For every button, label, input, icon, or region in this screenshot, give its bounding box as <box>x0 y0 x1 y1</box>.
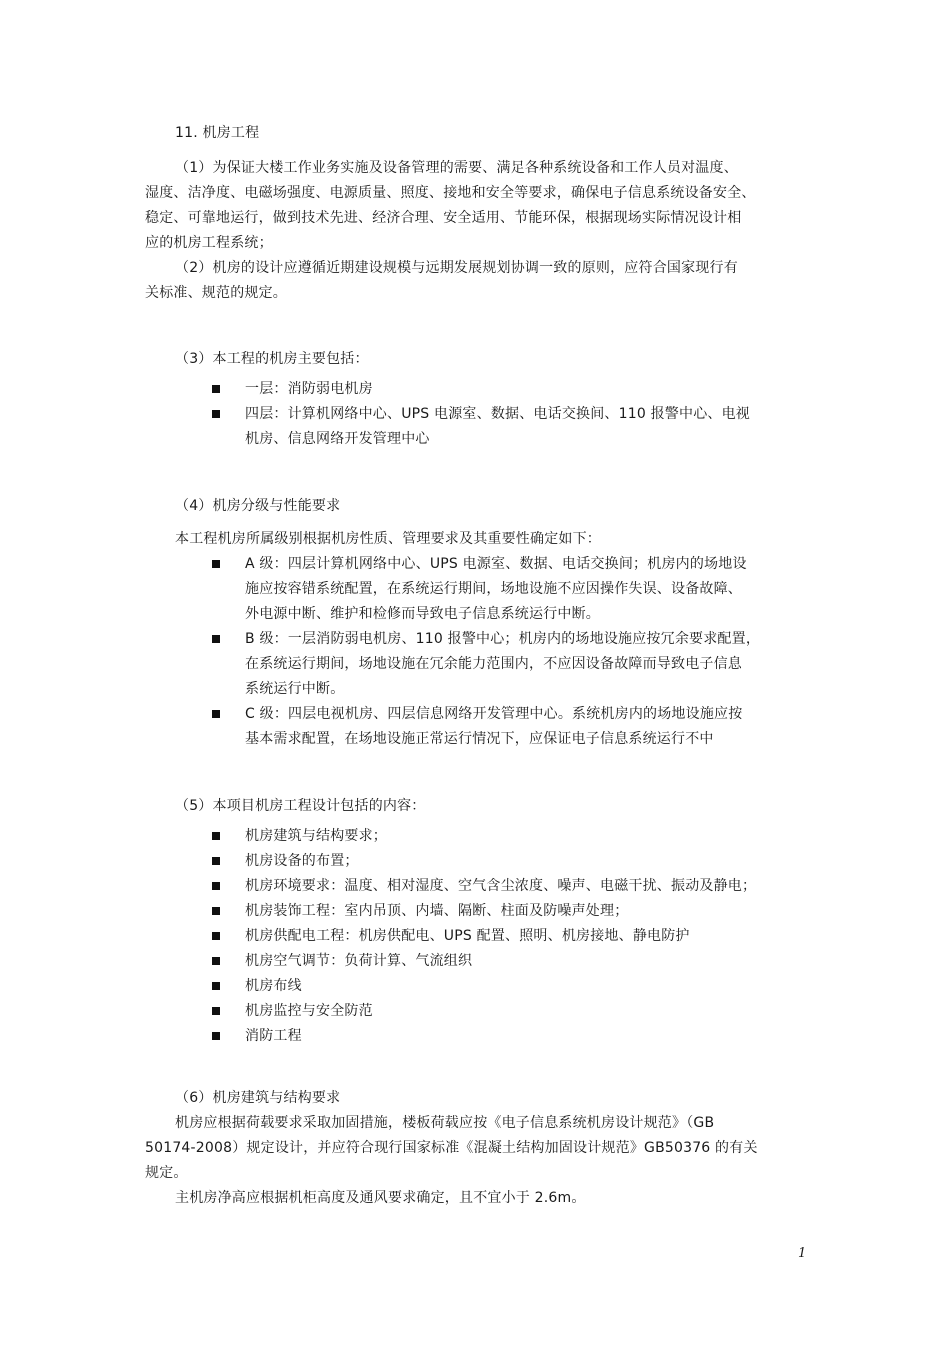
list-item: 机房设备的布置； <box>245 853 359 869</box>
list-item: 机房空气调节：负荷计算、气流组织 <box>245 953 473 969</box>
list-item: 四层：计算机网络中心、UPS 电源室、数据、电话交换间、110 报警中心、电视 <box>245 406 750 422</box>
bullet-square-icon <box>212 635 220 643</box>
bullet-square-icon <box>212 857 220 865</box>
paragraph-1-line: 湿度、洁净度、电磁场强度、电源质量、照度、接地和安全等要求，确保电子信息系统设备安全、 <box>145 185 756 201</box>
section-4-title: （4）机房分级与性能要求 <box>175 498 341 514</box>
paragraph-2-line: （2）机房的设计应遵循近期建设规模与远期发展规划协调一致的原则，应符合国家现行有 <box>175 260 738 276</box>
section-6-paragraph-line: 规定。 <box>145 1165 188 1181</box>
section-5-title: （5）本项目机房工程设计包括的内容： <box>175 798 426 814</box>
bullet-square-icon <box>212 957 220 965</box>
list-item: A 级：四层计算机网络中心、UPS 电源室、数据、电话交换间；机房内的场地设 <box>245 556 747 572</box>
bullet-square-icon <box>212 1007 220 1015</box>
list-item-continuation: 基本需求配置，在场地设施正常运行情况下，应保证电子信息系统运行不中 <box>245 731 714 747</box>
list-item-continuation: 外电源中断、维护和检修而导致电子信息系统运行中断。 <box>245 606 600 622</box>
paragraph-1-line: 应的机房工程系统； <box>145 235 273 251</box>
paragraph-2-line: 关标准、规范的规定。 <box>145 285 287 301</box>
list-item: C 级：四层电视机房、四层信息网络开发管理中心。系统机房内的场地设施应按 <box>245 706 743 722</box>
page-number: 1 <box>798 1246 807 1261</box>
bullet-square-icon <box>212 1032 220 1040</box>
bullet-square-icon <box>212 907 220 915</box>
list-item: 机房供配电工程：机房供配电、UPS 配置、照明、机房接地、静电防护 <box>245 928 690 944</box>
bullet-square-icon <box>212 410 220 418</box>
bullet-square-icon <box>212 832 220 840</box>
section-3-title: （3）本工程的机房主要包括： <box>175 351 369 367</box>
bullet-square-icon <box>212 560 220 568</box>
list-item-continuation: 机房、信息网络开发管理中心 <box>245 431 430 447</box>
section-6-title: （6）机房建筑与结构要求 <box>175 1090 341 1106</box>
section-heading: 11. 机房工程 <box>175 125 260 141</box>
list-item: 机房建筑与结构要求； <box>245 828 387 844</box>
list-item: 机房布线 <box>245 978 302 994</box>
list-item-continuation: 施应按容错系统配置，在系统运行期间，场地设施不应因操作失误、设备故障、 <box>245 581 742 597</box>
list-item: B 级：一层消防弱电机房、110 报警中心；机房内的场地设施应按冗余要求配置， <box>245 631 761 647</box>
bullet-square-icon <box>212 385 220 393</box>
list-item-continuation: 在系统运行期间，场地设施在冗余能力范围内，不应因设备故障而导致电子信息 <box>245 656 742 672</box>
bullet-square-icon <box>212 710 220 718</box>
bullet-square-icon <box>212 932 220 940</box>
list-item: 机房环境要求：温度、相对湿度、空气含尘浓度、噪声、电磁干扰、振动及静电； <box>245 878 757 894</box>
bullet-square-icon <box>212 982 220 990</box>
list-item: 机房监控与安全防范 <box>245 1003 373 1019</box>
bullet-square-icon <box>212 882 220 890</box>
list-item: 机房装饰工程：室内吊顶、内墙、隔断、柱面及防噪声处理； <box>245 903 629 919</box>
paragraph-1-line: （1）为保证大楼工作业务实施及设备管理的需要、满足各种系统设备和工作人员对温度、 <box>175 160 738 176</box>
paragraph-1-line: 稳定、可靠地运行，做到技术先进、经济合理、安全适用、节能环保，根据现场实际情况设计相 <box>145 210 742 226</box>
list-item: 消防工程 <box>245 1028 302 1044</box>
section-4-intro: 本工程机房所属级别根据机房性质、管理要求及其重要性确定如下： <box>175 531 601 547</box>
list-item-continuation: 系统运行中断。 <box>245 681 345 697</box>
list-item: 一层：消防弱电机房 <box>245 381 373 397</box>
section-6-paragraph-line: 50174-2008）规定设计，并应符合现行国家标准《混凝土结构加固设计规范》GB50376 的有关 <box>145 1140 758 1156</box>
section-6-paragraph-line: 机房应根据荷载要求采取加固措施，楼板荷载应按《电子信息系统机房设计规范》（GB <box>175 1115 715 1131</box>
section-6-paragraph-2: 主机房净高应根据机柜高度及通风要求确定，且不宜小于 2.6m。 <box>175 1190 586 1206</box>
